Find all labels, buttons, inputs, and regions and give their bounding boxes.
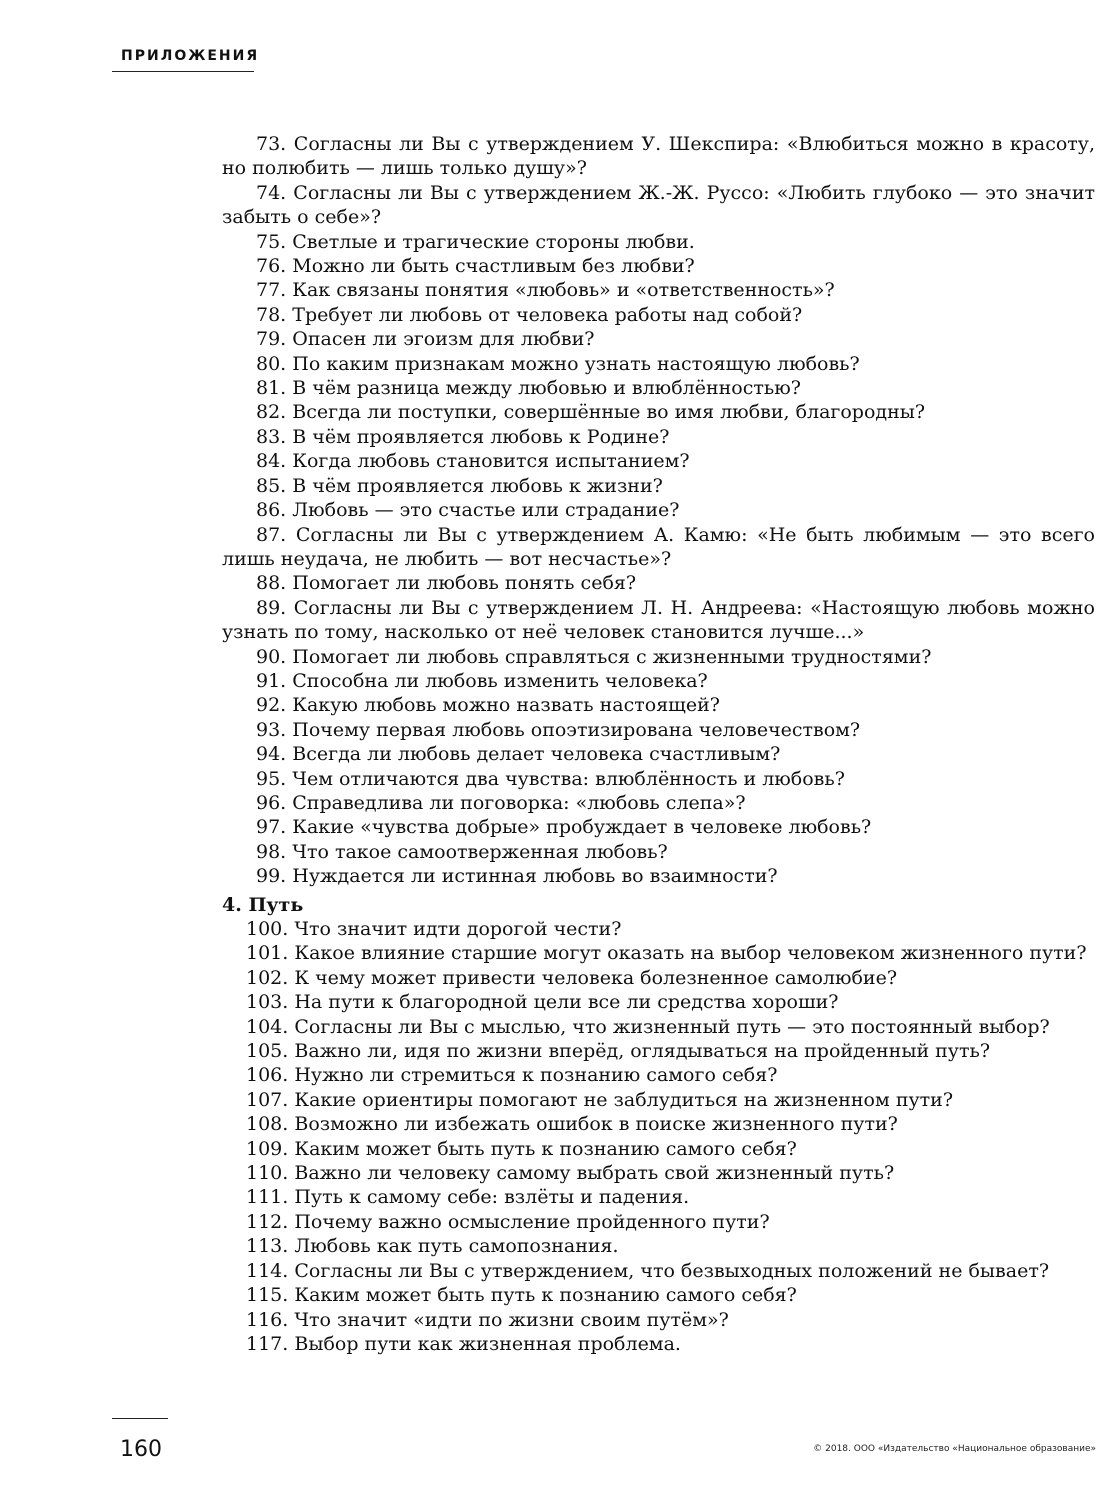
question-text: Любовь — это счастье или страдание? bbox=[292, 499, 680, 522]
questions-path-section bbox=[222, 917, 1095, 1356]
question-text: Нужно ли стремиться к познанию самого себя? bbox=[294, 1064, 778, 1087]
question-number: 98. bbox=[256, 840, 287, 863]
question-number: 77. bbox=[256, 279, 287, 302]
question-text: Согласны ли Вы с мыслью, что жизненный путь — это постоянный выбор? bbox=[294, 1015, 1050, 1038]
question-number: 111. bbox=[246, 1186, 289, 1209]
question-number: 84. bbox=[256, 450, 287, 473]
question-item bbox=[222, 1185, 1095, 1209]
question-number: 114. bbox=[246, 1259, 289, 1282]
question-number: 89. bbox=[256, 596, 287, 619]
question-number: 105. bbox=[246, 1040, 289, 1063]
question-text: Требует ли любовь от человека работы над собой? bbox=[292, 303, 803, 326]
question-text: Согласны ли Вы с утверждением Л. Н. Андреева: «Настоящую любовь можно узнать по тому, насколько от неё человек становится лучше...» bbox=[222, 596, 1095, 644]
question-item bbox=[222, 400, 1095, 424]
question-item bbox=[222, 791, 1095, 815]
question-text: Что значит «идти по жизни своим путём»? bbox=[294, 1308, 729, 1331]
question-item bbox=[222, 1283, 1095, 1307]
question-number: 106. bbox=[246, 1064, 289, 1087]
question-item bbox=[222, 1015, 1095, 1039]
question-text: Выбор пути как жизненная проблема. bbox=[294, 1332, 681, 1355]
question-number: 108. bbox=[246, 1113, 289, 1136]
question-item bbox=[222, 571, 1095, 595]
question-item bbox=[222, 742, 1095, 766]
question-text: Какие ориентиры помогают не заблудиться на жизненном пути? bbox=[294, 1088, 954, 1111]
question-number: 82. bbox=[256, 401, 287, 424]
question-text: Согласны ли Вы с утверждением, что безвыходных положений не бывает? bbox=[294, 1259, 1050, 1282]
question-text: Нуждается ли истинная любовь во взаимности? bbox=[292, 865, 778, 888]
question-number: 117. bbox=[246, 1332, 289, 1355]
question-item bbox=[222, 718, 1095, 742]
question-number: 99. bbox=[256, 865, 287, 888]
question-text: Почему первая любовь опоэтизирована человечеством? bbox=[292, 718, 861, 741]
question-number: 96. bbox=[256, 791, 287, 814]
question-item bbox=[222, 449, 1095, 473]
question-text: Каким может быть путь к познанию самого себя? bbox=[294, 1137, 797, 1160]
question-item bbox=[222, 278, 1095, 302]
question-text: Как связаны понятия «любовь» и «ответственность»? bbox=[292, 279, 835, 302]
question-text: В чём проявляется любовь к Родине? bbox=[292, 425, 670, 448]
question-item bbox=[222, 693, 1095, 717]
question-text: Что такое самоотверженная любовь? bbox=[292, 840, 668, 863]
question-item bbox=[222, 815, 1095, 839]
question-text: В чём разница между любовью и влюблённостью? bbox=[292, 377, 801, 400]
question-item bbox=[222, 941, 1095, 965]
question-text: Каким может быть путь к познанию самого себя? bbox=[294, 1284, 797, 1307]
question-text: Опасен ли эгоизм для любви? bbox=[292, 328, 595, 351]
question-item bbox=[222, 1161, 1095, 1185]
question-item bbox=[222, 917, 1095, 941]
question-number: 110. bbox=[246, 1162, 289, 1185]
question-number: 79. bbox=[256, 328, 287, 351]
question-text: Всегда ли любовь делает человека счастливым? bbox=[292, 743, 781, 766]
page-number: 160 bbox=[120, 1437, 162, 1462]
question-text: Всегда ли поступки, совершённые во имя любви, благородны? bbox=[292, 401, 926, 424]
question-number: 90. bbox=[256, 645, 287, 668]
question-text: Справедлива ли поговорка: «любовь слепа»? bbox=[292, 791, 746, 814]
question-text: Согласны ли Вы с утверждением У. Шекспира: «Влюбиться можно в красоту, но полюбить — лишь только душу»? bbox=[222, 133, 1095, 180]
question-text: Что значит идти дорогой чести? bbox=[294, 918, 622, 940]
questions-love-section bbox=[222, 132, 1095, 889]
question-item bbox=[222, 352, 1095, 376]
question-item bbox=[222, 327, 1095, 351]
question-number: 104. bbox=[246, 1015, 289, 1038]
question-item bbox=[222, 669, 1095, 693]
question-item bbox=[222, 1308, 1095, 1332]
question-item bbox=[222, 1088, 1095, 1112]
question-text: Согласны ли Вы с утверждением Ж.-Ж. Руссо: «Любить глубоко — это значит забыть о себе»? bbox=[222, 181, 1095, 229]
question-item bbox=[222, 1234, 1095, 1258]
question-number: 92. bbox=[256, 694, 287, 717]
question-item bbox=[222, 966, 1095, 990]
question-number: 83. bbox=[256, 425, 287, 448]
question-item bbox=[222, 864, 1095, 888]
question-item bbox=[222, 1210, 1095, 1234]
question-item bbox=[222, 596, 1095, 645]
question-number: 86. bbox=[256, 499, 287, 522]
header-rule bbox=[112, 71, 254, 72]
question-number: 102. bbox=[246, 966, 289, 989]
question-item bbox=[222, 1137, 1095, 1161]
question-text: Помогает ли любовь понять себя? bbox=[292, 572, 637, 595]
question-item bbox=[222, 1112, 1095, 1136]
question-text: По каким признакам можно узнать настоящую любовь? bbox=[292, 352, 860, 375]
question-item bbox=[222, 1259, 1095, 1283]
question-number: 91. bbox=[256, 669, 287, 692]
question-item bbox=[222, 645, 1095, 669]
question-text: Любовь как путь самопознания. bbox=[294, 1235, 619, 1258]
question-number: 80. bbox=[256, 352, 287, 375]
question-text: Согласны ли Вы с утверждением А. Камю: «Не быть любимым — это всего лишь неудача, не любить — вот несчастье»? bbox=[222, 523, 1095, 570]
question-text: Возможно ли избежать ошибок в поиске жизненного пути? bbox=[294, 1113, 898, 1136]
question-list bbox=[222, 132, 1095, 1356]
question-text: Чем отличаются два чувства: влюблённость и любовь? bbox=[292, 767, 845, 790]
question-number: 107. bbox=[246, 1088, 289, 1111]
question-item bbox=[222, 1039, 1095, 1063]
question-number: 101. bbox=[246, 942, 289, 965]
question-item bbox=[222, 767, 1095, 791]
question-number: 87. bbox=[256, 523, 287, 546]
copyright-notice: © 2018. ООО «Издательство «Национальное образование» bbox=[813, 1444, 1096, 1454]
question-text: Почему важно осмысление пройденного пути? bbox=[294, 1210, 770, 1233]
question-number: 93. bbox=[256, 718, 287, 741]
question-number: 75. bbox=[256, 230, 287, 253]
question-item bbox=[222, 498, 1095, 522]
question-number: 109. bbox=[246, 1137, 289, 1160]
question-number: 113. bbox=[246, 1235, 289, 1258]
question-text: Когда любовь становится испытанием? bbox=[292, 450, 690, 473]
footer-rule bbox=[112, 1418, 168, 1419]
question-number: 78. bbox=[256, 303, 287, 326]
question-number: 100. bbox=[246, 918, 289, 940]
running-head: ПРИЛОЖЕНИЯ bbox=[121, 48, 260, 64]
question-number: 85. bbox=[256, 474, 287, 497]
question-number: 97. bbox=[256, 816, 287, 839]
question-text: Способна ли любовь изменить человека? bbox=[292, 669, 708, 692]
question-item bbox=[222, 1063, 1095, 1087]
question-text: На пути к благородной цели все ли средства хороши? bbox=[294, 991, 839, 1014]
question-text: Какое влияние старшие могут оказать на выбор человеком жизненного пути? bbox=[294, 942, 1087, 965]
question-number: 74. bbox=[256, 181, 287, 204]
question-text: Светлые и трагические стороны любви. bbox=[292, 230, 695, 253]
question-item bbox=[222, 230, 1095, 254]
question-number: 76. bbox=[256, 255, 287, 278]
section-title: 4. Путь bbox=[222, 893, 304, 916]
question-text: В чём проявляется любовь к жизни? bbox=[292, 474, 663, 497]
question-number: 81. bbox=[256, 377, 287, 400]
question-item bbox=[222, 523, 1095, 572]
question-number: 94. bbox=[256, 743, 287, 766]
question-item bbox=[222, 990, 1095, 1014]
question-text: Какие «чувства добрые» пробуждает в человеке любовь? bbox=[292, 816, 872, 839]
question-item bbox=[222, 425, 1095, 449]
question-item bbox=[222, 376, 1095, 400]
question-text: Можно ли быть счастливым без любви? bbox=[292, 255, 695, 278]
question-number: 88. bbox=[256, 572, 287, 595]
question-item bbox=[222, 254, 1095, 278]
question-text: К чему может привести человека болезненное самолюбие? bbox=[294, 966, 898, 989]
question-item bbox=[222, 840, 1095, 864]
question-item bbox=[222, 303, 1095, 327]
question-text: Важно ли, идя по жизни вперёд, оглядываться на пройденный путь? bbox=[294, 1040, 991, 1063]
question-text: Помогает ли любовь справляться с жизненными трудностями? bbox=[292, 645, 932, 668]
question-item bbox=[222, 1332, 1095, 1356]
question-text: Важно ли человеку самому выбрать свой жизненный путь? bbox=[294, 1162, 895, 1185]
question-text: Какую любовь можно назвать настоящей? bbox=[292, 694, 720, 717]
question-item bbox=[222, 132, 1095, 181]
question-number: 103. bbox=[246, 991, 289, 1014]
question-number: 115. bbox=[246, 1284, 289, 1307]
question-number: 95. bbox=[256, 767, 287, 790]
question-text: Путь к самому себе: взлёты и падения. bbox=[294, 1186, 690, 1209]
question-number: 112. bbox=[246, 1210, 289, 1233]
question-number: 73. bbox=[256, 133, 287, 155]
question-item bbox=[222, 181, 1095, 230]
question-item bbox=[222, 474, 1095, 498]
question-number: 116. bbox=[246, 1308, 289, 1331]
